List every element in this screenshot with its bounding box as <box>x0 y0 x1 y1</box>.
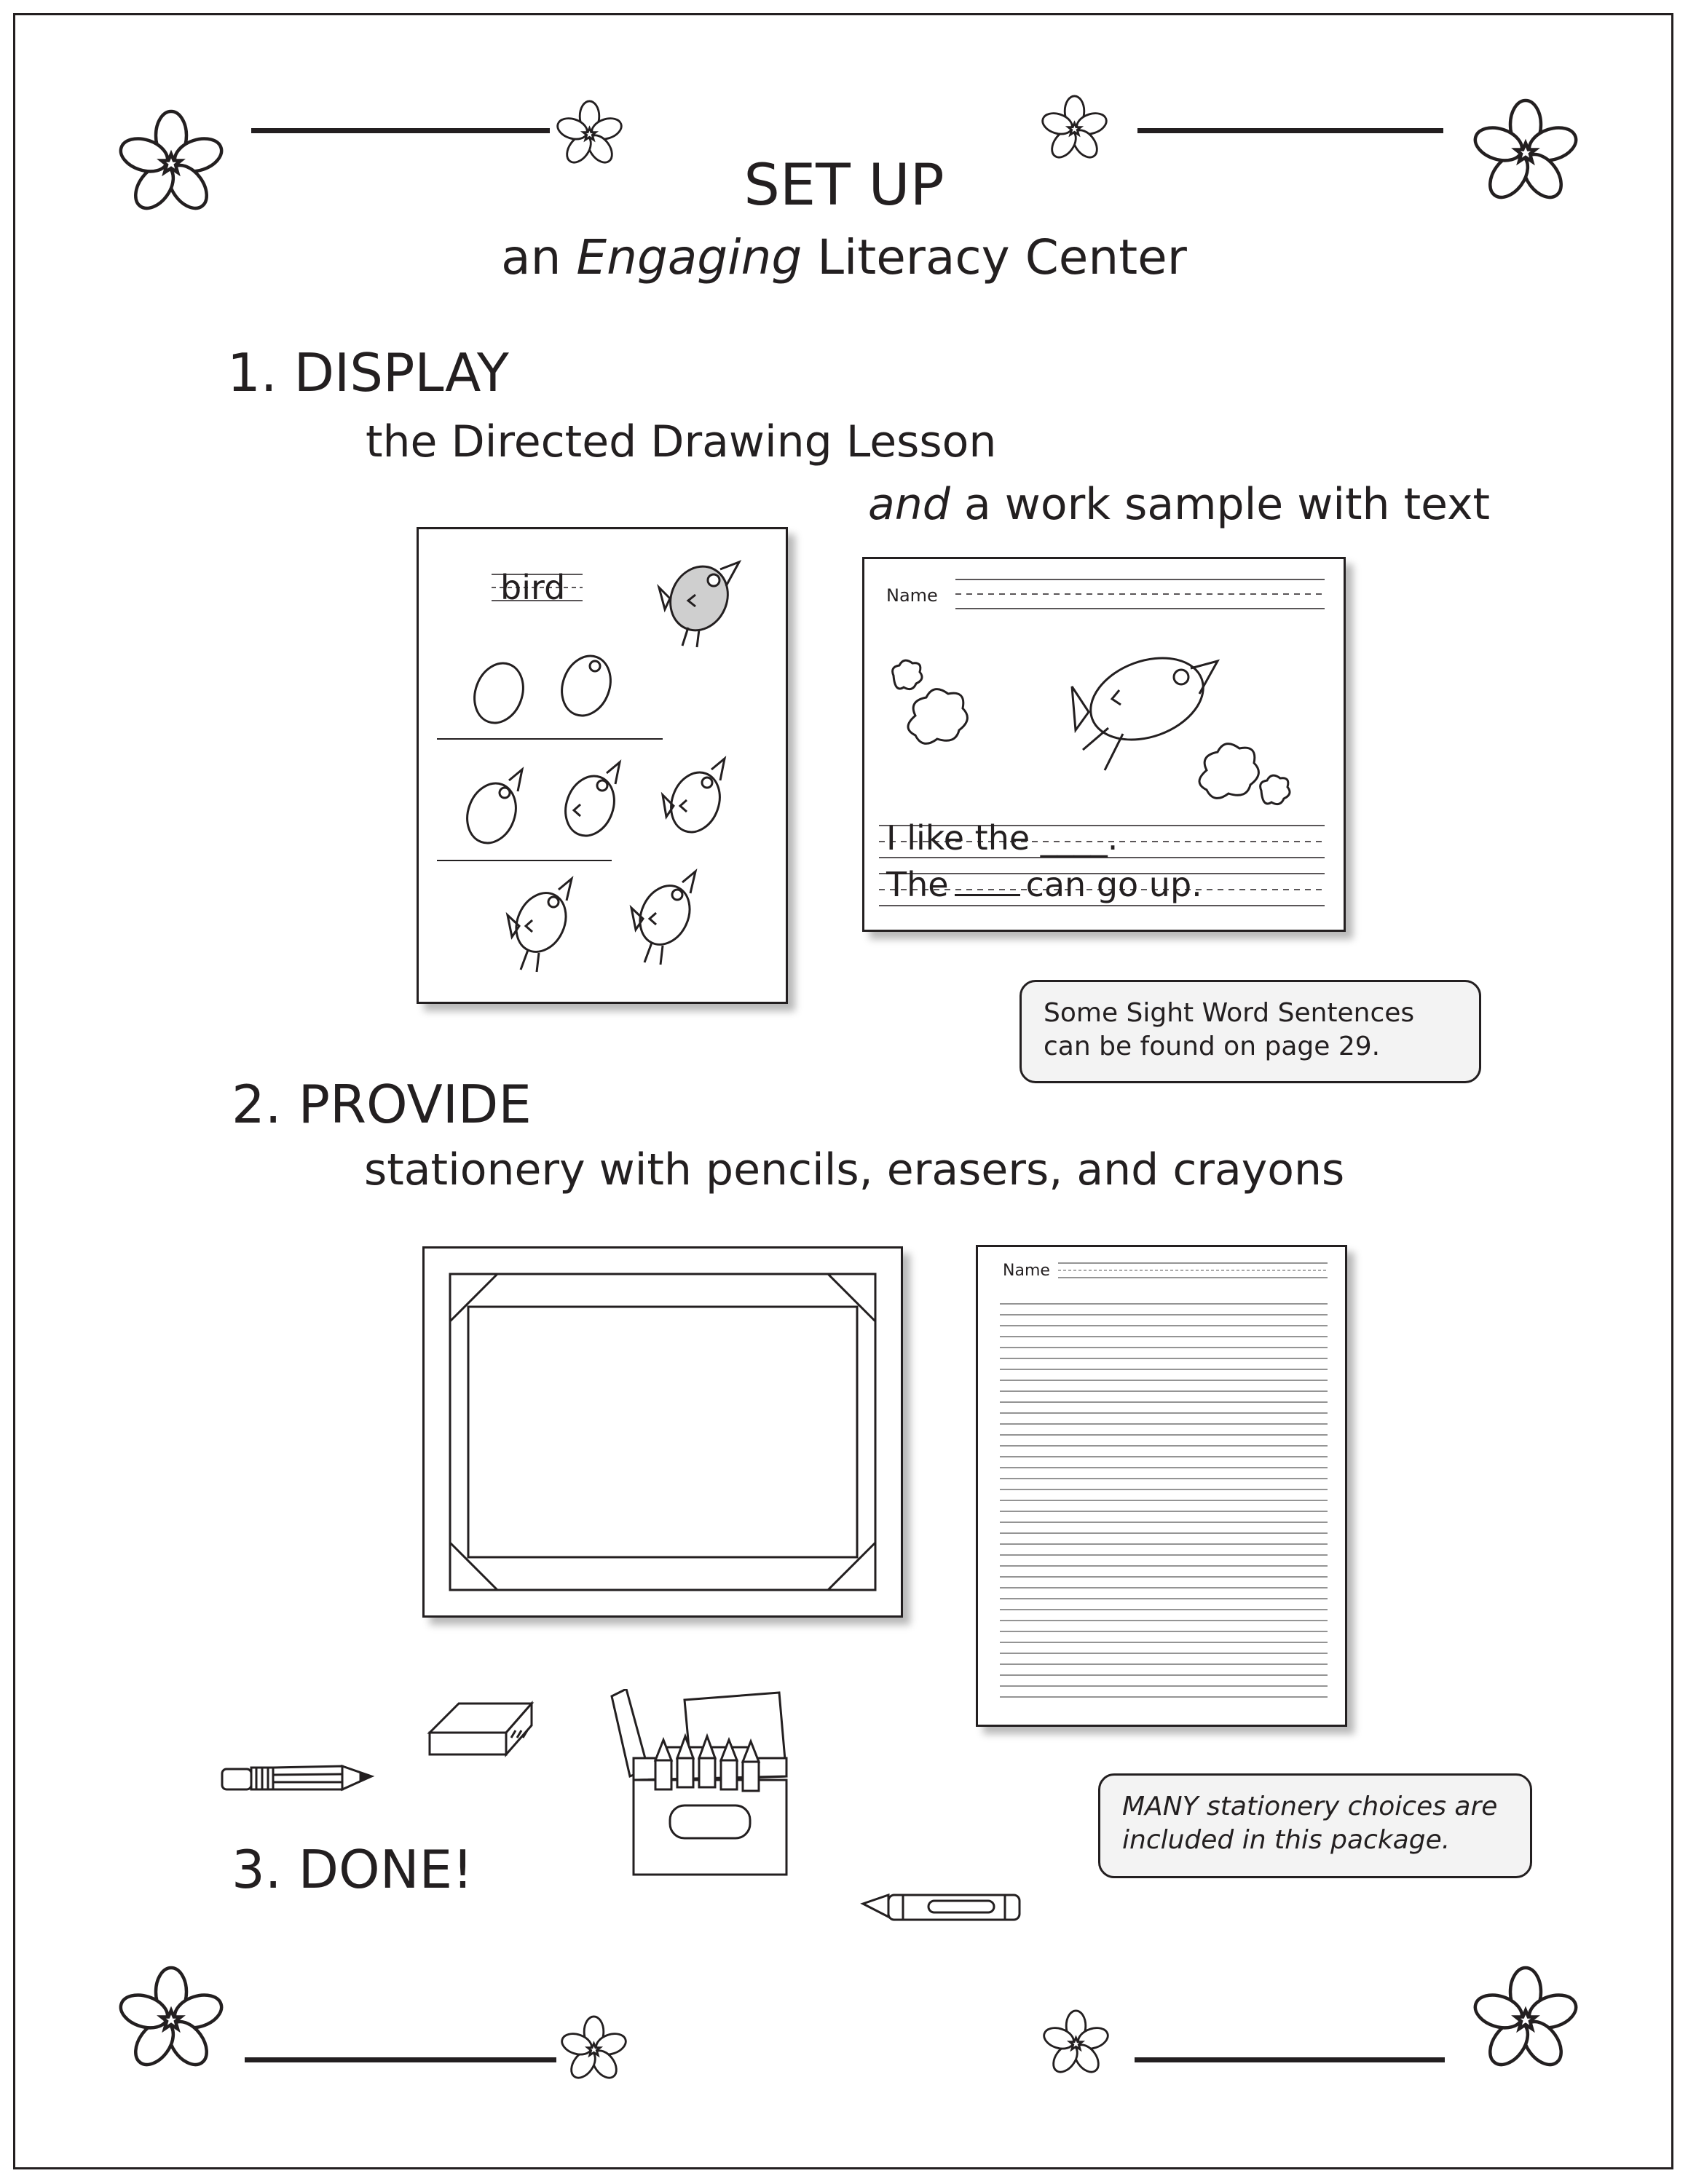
drawing-steps-illustration <box>419 529 786 1002</box>
directed-drawing-card <box>417 527 788 1004</box>
lined-paper-lines <box>978 1247 1345 1725</box>
frame-border-illustration <box>425 1249 901 1615</box>
stationery-note: MANY stationery choices are included in this package. <box>1098 1773 1532 1878</box>
step-1-line2: and a work sample with text <box>868 479 1491 530</box>
flower-icon <box>1041 2009 1111 2078</box>
lined-stationery-card <box>976 1245 1347 1727</box>
top-left-rule <box>251 128 550 133</box>
step-3-heading: 3. DONE! <box>232 1839 473 1900</box>
work-sample-name-label: Name <box>886 585 938 606</box>
pencil-icon <box>218 1753 379 1804</box>
step-1-heading: 1. DISPLAY <box>227 342 509 403</box>
bottom-right-rule <box>1135 2057 1445 2062</box>
page-title: SET UP <box>744 153 944 218</box>
lesson-word: bird <box>500 568 566 607</box>
flower-icon <box>117 1966 226 2075</box>
step-2-heading: 2. PROVIDE <box>232 1074 532 1135</box>
flower-icon <box>1471 1966 1580 2075</box>
top-right-rule <box>1137 128 1443 133</box>
step-2-line1: stationery with pencils, erasers, and crayons <box>364 1144 1345 1195</box>
crayon-box-icon <box>604 1689 808 1886</box>
sample-sentence-2: The can go up. <box>886 865 1202 904</box>
sight-words-note: Some Sight Word Sentences can be found on page 29. <box>1019 980 1481 1083</box>
eraser-icon <box>422 1693 539 1765</box>
sample-sentence-1: I like the ____. <box>886 818 1119 858</box>
crayon-icon <box>859 1882 1027 1933</box>
framed-stationery-card <box>422 1246 903 1618</box>
step-1-line1: the Directed Drawing Lesson <box>366 416 997 467</box>
page-subtitle: an Engaging Literacy Center <box>501 229 1187 285</box>
flower-icon <box>559 2015 628 2084</box>
work-sample-card <box>862 557 1346 932</box>
bottom-left-rule <box>245 2057 556 2062</box>
lined-paper-name-label: Name <box>1003 1262 1050 1280</box>
